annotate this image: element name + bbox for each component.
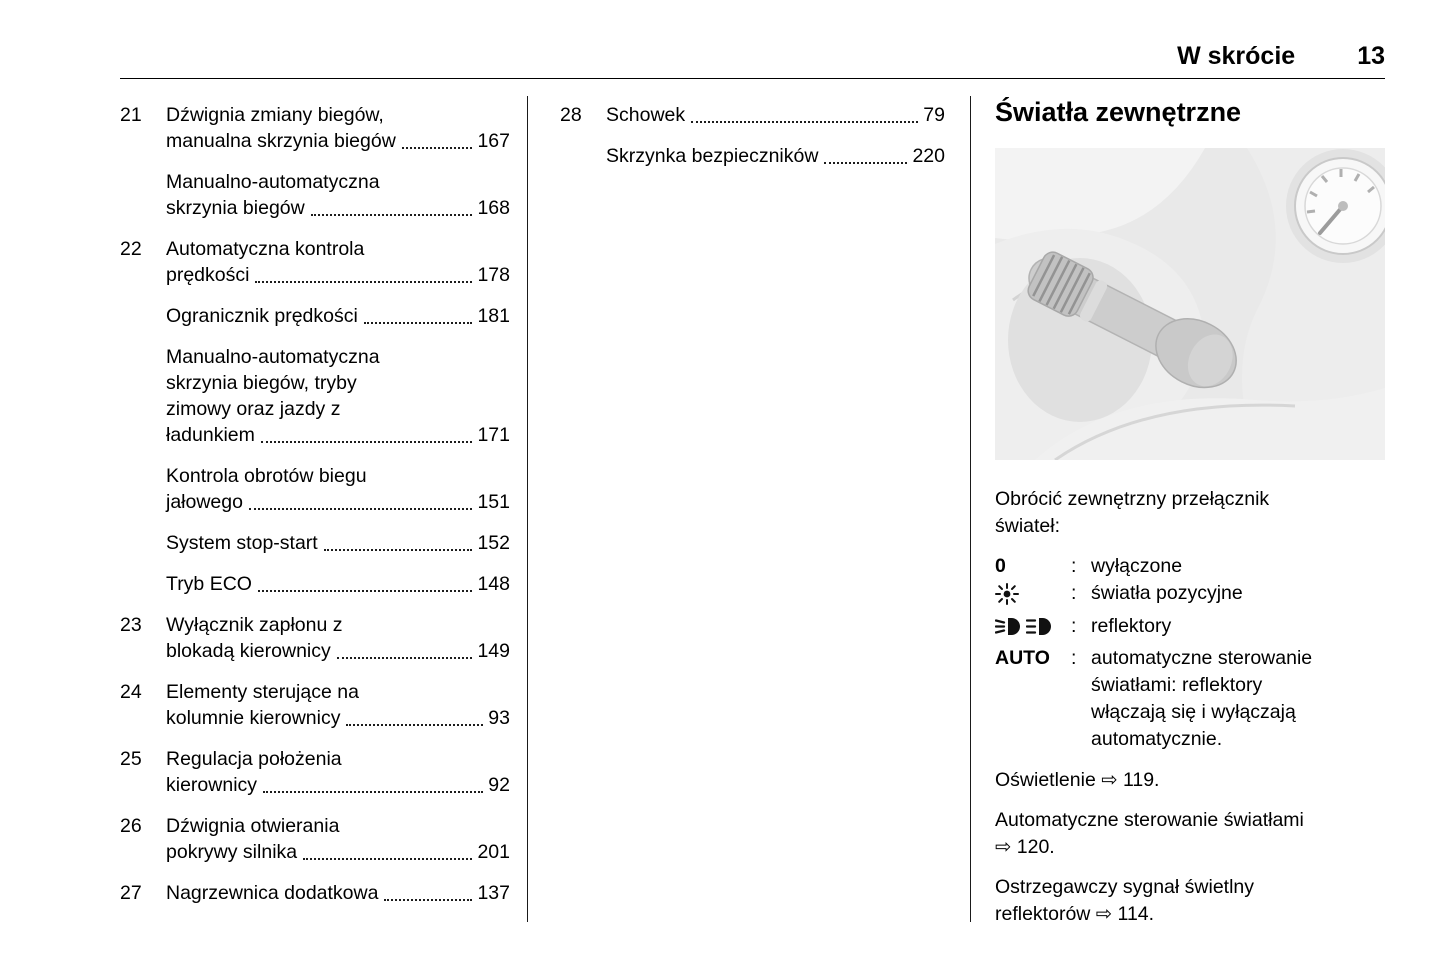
toc-entry-body [166, 880, 510, 906]
toc-entry [120, 813, 510, 865]
toc-entry-number [120, 571, 166, 597]
toc-column-2 [560, 102, 945, 184]
toc-entry-lastline [606, 102, 945, 128]
dotted-leader [824, 162, 907, 164]
toc-entry [120, 530, 510, 556]
toc-entry-body [166, 746, 510, 798]
section-exterior-lights [995, 96, 1385, 941]
legend-label-line: światła pozycyjne [1091, 582, 1243, 604]
dotted-leader [258, 590, 473, 592]
dotted-leader [384, 899, 472, 901]
dotted-leader [263, 791, 483, 793]
toc-entry-text: Manualno-automatyczna [166, 171, 380, 193]
toc-page-number: 220 [912, 145, 945, 167]
toc-page-number: 168 [477, 197, 510, 219]
dotted-leader [261, 441, 473, 443]
legend-row [995, 580, 1385, 613]
toc-entry-body [166, 236, 510, 288]
toc-entry-number [120, 303, 166, 329]
toc-entry-body [166, 303, 510, 329]
page-reference-line: Oświetlenie ⇨ 119. [995, 769, 1160, 791]
legend-colon: : [1071, 555, 1077, 577]
legend-symbol [995, 553, 1071, 580]
section-heading: Światła zewnętrzne [995, 97, 1242, 127]
toc-entry-body [606, 143, 945, 169]
toc-entry-body [166, 344, 510, 448]
toc-entry-text: Manualno-automatyczna [166, 346, 380, 368]
toc-entry-text: Dźwignia otwierania [166, 815, 340, 837]
toc-entry-text: Elementy sterujące na [166, 681, 359, 703]
dotted-leader [364, 322, 473, 324]
legend-label [1091, 613, 1385, 645]
toc-entry [120, 571, 510, 597]
toc-entry-lastline [166, 489, 510, 515]
toc-page-number: 151 [477, 491, 510, 513]
toc-entry-lastline [166, 530, 510, 556]
toc-entry-text: Nagrzewnica dodatkowa [166, 882, 379, 904]
toc-entry-number: 27 [120, 882, 142, 904]
legend-colon: : [1071, 647, 1077, 669]
toc-entry-lastline [166, 880, 510, 906]
toc-entry-text: Tryb ECO [166, 573, 252, 595]
legend-label-line: włączają się i wyłączają [1091, 701, 1296, 723]
intro-text [995, 486, 1385, 540]
toc-page-number: 148 [477, 573, 510, 595]
toc-entry-lastline [166, 772, 510, 798]
toc-entry-text: kierownicy [166, 774, 258, 796]
toc-entry-text: Skrzynka bezpieczników [606, 145, 819, 167]
dotted-leader [249, 508, 472, 510]
legend-label-line: automatycznie. [1091, 728, 1223, 750]
toc-page-number: 181 [477, 305, 510, 327]
intro-line: Obrócić zewnętrzny przełącznik [995, 488, 1270, 510]
toc-entry-number [120, 530, 166, 556]
toc-entry-lastline [166, 638, 510, 664]
page-header [120, 42, 1385, 71]
toc-entry-number [560, 143, 606, 169]
toc-entry-number: 23 [120, 614, 142, 636]
legend-symbol-text: 0 [995, 555, 1006, 577]
toc-entry-text: Regulacja położenia [166, 748, 342, 770]
toc-entry [120, 463, 510, 515]
page-reference-line: ⇨ 120. [995, 836, 1055, 858]
toc-entry-lastline [166, 195, 510, 221]
toc-column-1 [120, 102, 510, 921]
toc-entry-body [166, 530, 510, 556]
toc-entry [560, 143, 945, 169]
light-switch-legend [995, 553, 1385, 753]
dotted-leader [311, 214, 473, 216]
toc-entry-body [166, 463, 510, 515]
toc-page-number: 92 [488, 774, 510, 796]
toc-entry [120, 344, 510, 448]
legend-colon: : [1071, 615, 1077, 637]
page-title: W skrócie [1177, 42, 1296, 70]
toc-entry [560, 102, 945, 128]
toc-entry-body [606, 102, 945, 128]
toc-entry-number [120, 463, 166, 515]
toc-entry-body [166, 169, 510, 221]
dotted-leader [346, 724, 483, 726]
toc-entry-text: skrzynia biegów, tryby [166, 372, 357, 394]
dotted-leader [402, 147, 473, 149]
toc-page-number: 201 [477, 841, 510, 863]
dotted-leader [324, 549, 473, 551]
toc-page-number: 93 [488, 707, 510, 729]
side-lights-icon [995, 616, 1023, 645]
legend-symbol [995, 645, 1071, 753]
page-number: 13 [1357, 42, 1385, 70]
toc-page-number: 178 [477, 264, 510, 286]
column-divider-2 [970, 96, 971, 922]
legend-row [995, 553, 1385, 580]
page-reference [995, 767, 1385, 794]
toc-entry-text: Schowek [606, 104, 686, 126]
page-reference-line: reflektorów ⇨ 114. [995, 903, 1155, 925]
toc-entry [120, 169, 510, 221]
legend-row [995, 613, 1385, 645]
toc-entry-number [120, 344, 166, 448]
toc-entry-number: 26 [120, 815, 142, 837]
toc-entry-number: 28 [560, 104, 582, 126]
toc-entry-lastline [166, 839, 510, 865]
legend-label-line: reflektory [1091, 615, 1172, 637]
toc-entry-text: pokrywy silnika [166, 841, 298, 863]
toc-page-number: 149 [477, 640, 510, 662]
toc-entry-lastline [166, 422, 510, 448]
toc-entry [120, 612, 510, 664]
toc-entry [120, 102, 510, 154]
legend-symbol [995, 613, 1071, 645]
toc-entry-text: ładunkiem [166, 424, 255, 446]
toc-entry [120, 236, 510, 288]
toc-entry-lastline [166, 571, 510, 597]
legend-colon: : [1071, 582, 1077, 604]
toc-entry-body [166, 813, 510, 865]
toc-entry-text: Automatyczna kontrola [166, 238, 365, 260]
page-reference-line: Ostrzegawczy sygnał świetlny [995, 876, 1255, 898]
toc-page-number: 79 [923, 104, 945, 126]
low-beam-icon [1026, 616, 1054, 645]
toc-entry-text: Ogranicznik prędkości [166, 305, 358, 327]
toc-entry-text: zimowy oraz jazdy z [166, 398, 341, 420]
column-divider-1 [527, 96, 528, 922]
legend-label-line: wyłączone [1091, 555, 1183, 577]
dotted-leader [303, 858, 472, 860]
legend-symbol [995, 580, 1071, 613]
dotted-leader [337, 657, 473, 659]
toc-page-number: 152 [477, 532, 510, 554]
toc-page-number: 167 [477, 130, 510, 152]
toc-entry-body [166, 102, 510, 154]
legend-label [1091, 580, 1385, 613]
legend-row [995, 645, 1385, 753]
toc-entry-text: Kontrola obrotów biegu [166, 465, 367, 487]
page-reference [995, 807, 1385, 861]
toc-entry-lastline [166, 262, 510, 288]
legend-label-line: automatyczne sterowanie [1091, 647, 1313, 669]
legend-label-line: światłami: reflektory [1091, 674, 1263, 696]
toc-entry-body [166, 571, 510, 597]
header-rule [120, 78, 1385, 79]
toc-entry-number: 24 [120, 681, 142, 703]
toc-entry-text: skrzynia biegów [166, 197, 305, 219]
page-references [995, 767, 1385, 928]
legend-symbol-text: AUTO [995, 647, 1050, 669]
toc-entry-text: Dźwignia zmiany biegów, [166, 104, 384, 126]
toc-entry-body [166, 612, 510, 664]
page-reference [995, 874, 1385, 928]
toc-page-number: 171 [477, 424, 510, 446]
toc-entry-number [120, 169, 166, 221]
toc-entry-text: System stop-start [166, 532, 318, 554]
toc-entry-text: prędkości [166, 264, 250, 286]
toc-entry [120, 880, 510, 906]
toc-entry-body [166, 679, 510, 731]
toc-entry-text: jałowego [166, 491, 243, 513]
position-lights-icon [995, 583, 1019, 613]
toc-page-number: 137 [477, 882, 510, 904]
toc-entry [120, 746, 510, 798]
dotted-leader [255, 281, 472, 283]
toc-entry-lastline [166, 128, 510, 154]
toc-entry [120, 303, 510, 329]
toc-entry-lastline [166, 303, 510, 329]
toc-entry-text: blokadą kierownicy [166, 640, 331, 662]
light-switch-illustration [995, 148, 1385, 460]
toc-entry-lastline [166, 705, 510, 731]
toc-entry-text: manualna skrzynia biegów [166, 130, 396, 152]
legend-label [1091, 645, 1385, 753]
toc-entry-text: kolumnie kierownicy [166, 707, 341, 729]
toc-entry-number: 25 [120, 748, 142, 770]
intro-line: świateł: [995, 515, 1061, 537]
legend-label [1091, 553, 1385, 580]
toc-entry-number: 21 [120, 104, 142, 126]
dotted-leader [691, 121, 918, 123]
toc-entry [120, 679, 510, 731]
page-reference-line: Automatyczne sterowanie światłami [995, 809, 1304, 831]
toc-entry-text: Wyłącznik zapłonu z [166, 614, 343, 636]
toc-entry-lastline [606, 143, 945, 169]
toc-entry-number: 22 [120, 238, 142, 260]
light-switch-drawing [995, 148, 1385, 460]
